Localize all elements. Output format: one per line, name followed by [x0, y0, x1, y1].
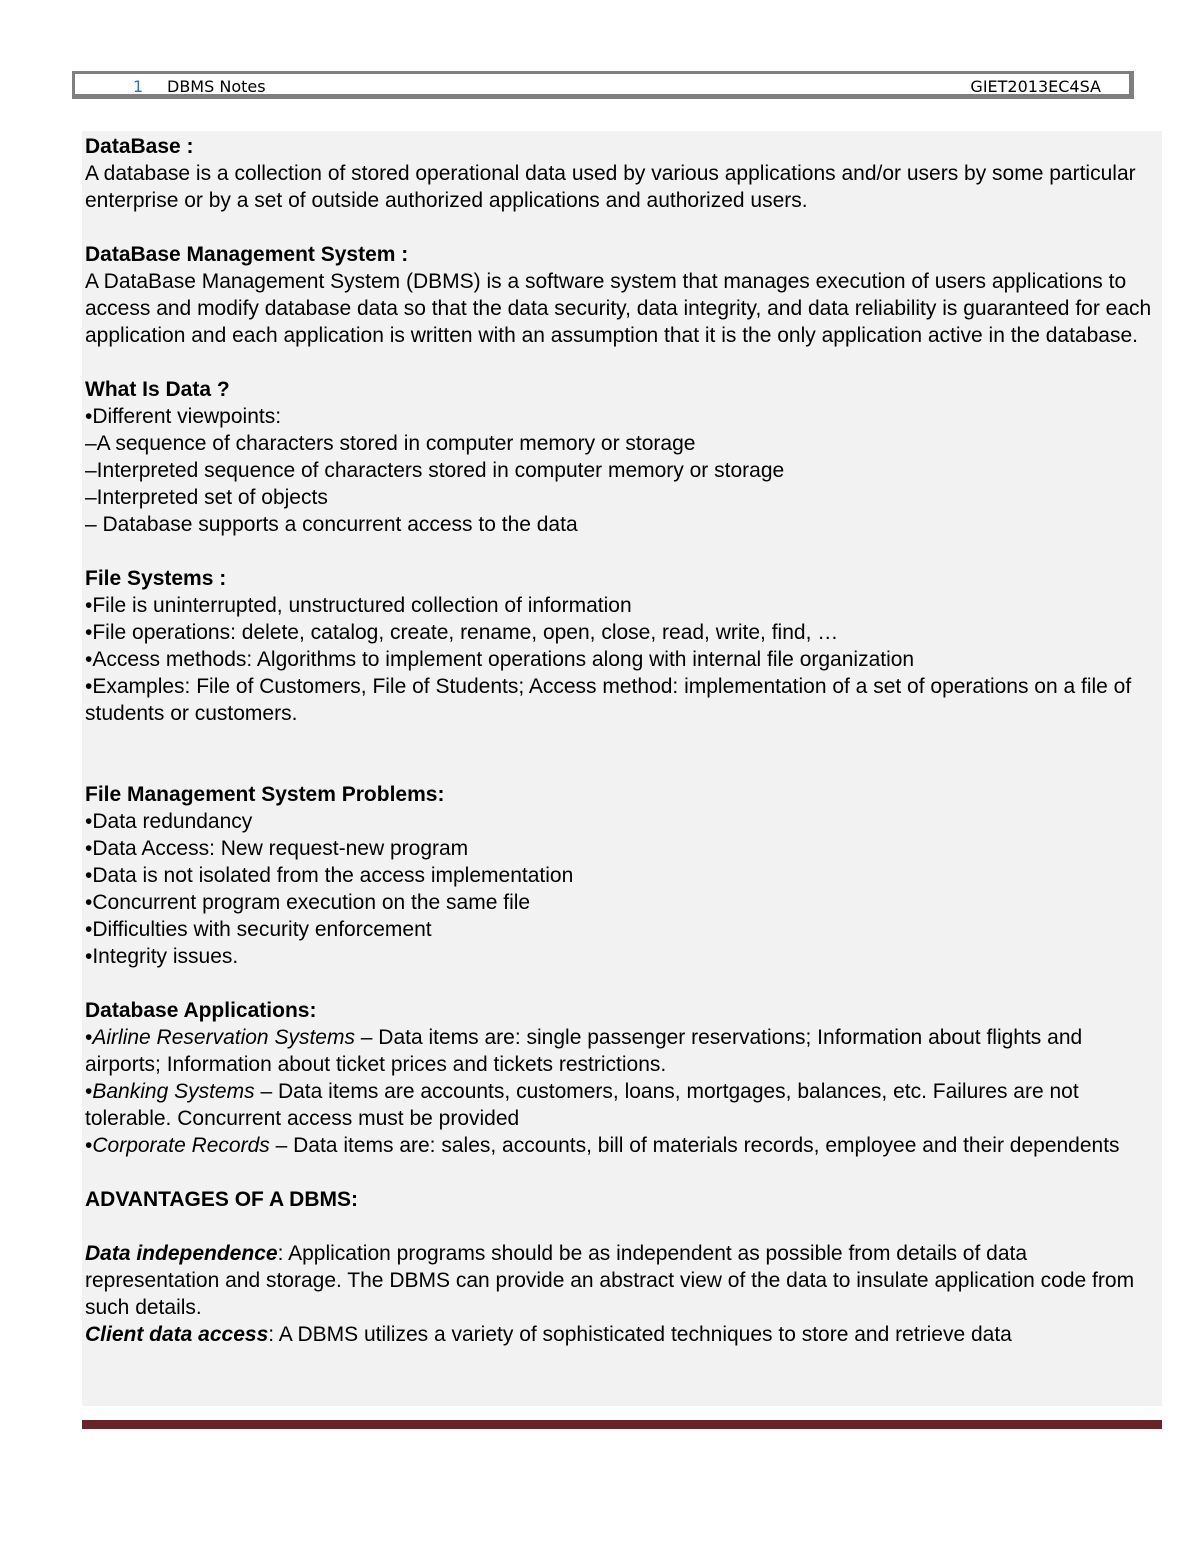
advantage-term: Client data access	[85, 1323, 269, 1346]
list-item: •File is uninterrupted, unstructured collection of information	[85, 594, 632, 617]
database-body: A database is a collection of stored operational data used by various applications and/or users by some particular enterprise or by a set of outside authorized applications and authorized users.	[85, 162, 1136, 212]
db-applications-heading: Database Applications:	[85, 999, 317, 1022]
list-item: •Integrity issues.	[85, 945, 239, 968]
list-item: •Access methods: Algorithms to implement operations along with internal file organization	[85, 648, 915, 671]
footer-rule	[82, 1420, 1162, 1429]
list-item: –Interpreted set of objects	[85, 486, 328, 509]
list-item: •Concurrent program execution on the same file	[85, 891, 531, 914]
list-item: – Database supports a concurrent access to the data	[85, 513, 578, 536]
application-name: Corporate Records	[92, 1134, 270, 1157]
page-header	[72, 71, 1134, 99]
dbms-body: A DataBase Management System (DBMS) is a software system that manages execution of users applications to access and modify database data so that the data security, data integrity, and data reliability is guaranteed for each application and each application is written with an assumption that it is the only application active in the database.	[85, 270, 1152, 347]
list-item: –A sequence of characters stored in computer memory or storage	[85, 432, 696, 455]
dbms-heading: DataBase Management System :	[85, 243, 409, 266]
advantage-term: Data independence	[85, 1242, 278, 1265]
list-item: •Data is not isolated from the access implementation	[85, 864, 574, 887]
file-systems-heading: File Systems :	[85, 567, 227, 590]
application-name: Banking Systems	[92, 1080, 255, 1103]
fms-problems-heading: File Management System Problems:	[85, 783, 445, 806]
application-item: •Airline Reservation Systems – Data items are: single passenger reservations; Information about flights and airports; Information about ticket prices and tickets restrictions.	[85, 1026, 1083, 1076]
list-item: •Difficulties with security enforcement	[85, 918, 432, 941]
header-title: DBMS Notes	[167, 77, 266, 96]
list-item: •Different viewpoints:	[85, 405, 282, 428]
list-item: •File operations: delete, catalog, create, rename, open, close, read, write, find, …	[85, 621, 839, 644]
list-item: •Data redundancy	[85, 810, 253, 833]
advantage-item: Client data access: A DBMS utilizes a variety of sophisticated techniques to store and retrieve data	[85, 1323, 1012, 1346]
list-item: •Examples: File of Customers, File of Students; Access method: implementation of a set of operations on a file of students or customers.	[85, 675, 1132, 725]
list-item: •Data Access: New request-new program	[85, 837, 469, 860]
application-item: •Corporate Records – Data items are: sales, accounts, bill of materials records, employee and their dependents	[85, 1134, 1120, 1157]
notes-content	[82, 131, 1162, 1406]
what-is-data-heading: What Is Data ?	[85, 378, 230, 401]
page-number: 1	[133, 77, 144, 96]
header-code: GIET2013EC4SA	[970, 77, 1101, 96]
application-item: •Banking Systems – Data items are accounts, customers, loans, mortgages, balances, etc. Failures are not tolerable. Concurrent access must be provided	[85, 1080, 1079, 1130]
application-name: Airline Reservation Systems	[92, 1026, 355, 1049]
advantage-item: Data independence: Application programs should be as independent as possible from details of data representation and storage. The DBMS can provide an abstract view of the data to insulate application code from such details.	[85, 1242, 1135, 1319]
list-item: –Interpreted sequence of characters stored in computer memory or storage	[85, 459, 785, 482]
database-heading: DataBase :	[85, 135, 194, 158]
advantages-heading: ADVANTAGES OF A DBMS:	[85, 1188, 358, 1211]
